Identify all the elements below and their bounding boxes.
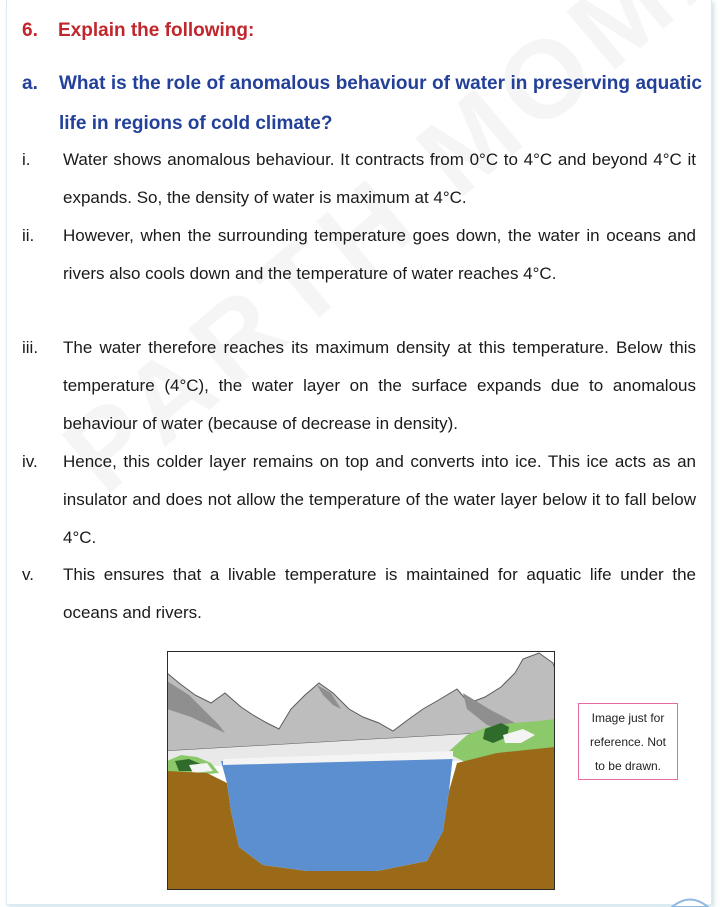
question-label: a.: [22, 73, 38, 94]
reference-note: [578, 703, 678, 780]
section-title: Explain the following:: [58, 20, 255, 41]
note-line-2: reference. Not: [589, 735, 667, 749]
point-number: i.: [22, 150, 31, 169]
answer-point-i: [22, 141, 696, 217]
answer-point-iv: [22, 443, 696, 556]
lake-water: [221, 755, 453, 871]
question-text: What is the role of anomalous behaviour of water in preserving aquatic life in regions of cold climate?: [59, 73, 702, 134]
point-number: iii.: [22, 338, 39, 357]
point-text: Hence, this colder layer remains on top and converts into ice. This ice acts as an insulator and does not allow the temperature of the water layer below it to fall below 4°C.: [63, 452, 696, 547]
point-text: The water therefore reaches its maximum density at this temperature. Below this temperature (4°C), the water layer on the surface expands due to anomalous behaviour of water (because of decrease in density).: [63, 338, 696, 433]
section-heading: [22, 20, 254, 42]
answer-point-v: [22, 556, 696, 632]
corner-logo-icon: [660, 890, 720, 907]
section-number: 6.: [22, 20, 38, 41]
answer-point-iii: [22, 329, 696, 442]
note-line-1: Image just for: [591, 711, 665, 725]
note-line-3: to be drawn.: [594, 759, 662, 773]
point-number: v.: [22, 565, 34, 584]
lake-diagram: [167, 651, 555, 890]
answer-point-ii: [22, 217, 696, 293]
point-number: iv.: [22, 452, 38, 471]
question-a: [22, 64, 702, 144]
point-text: This ensures that a livable temperature is maintained for aquatic life under the oceans and rivers.: [63, 565, 696, 622]
point-text: However, when the surrounding temperature goes down, the water in oceans and rivers also cools down and the temperature of water reaches 4°C.: [63, 226, 696, 283]
point-text: Water shows anomalous behaviour. It contracts from 0°C to 4°C and beyond 4°C it expands. So, the density of water is maximum at 4°C.: [63, 150, 696, 207]
point-number: ii.: [22, 226, 35, 245]
